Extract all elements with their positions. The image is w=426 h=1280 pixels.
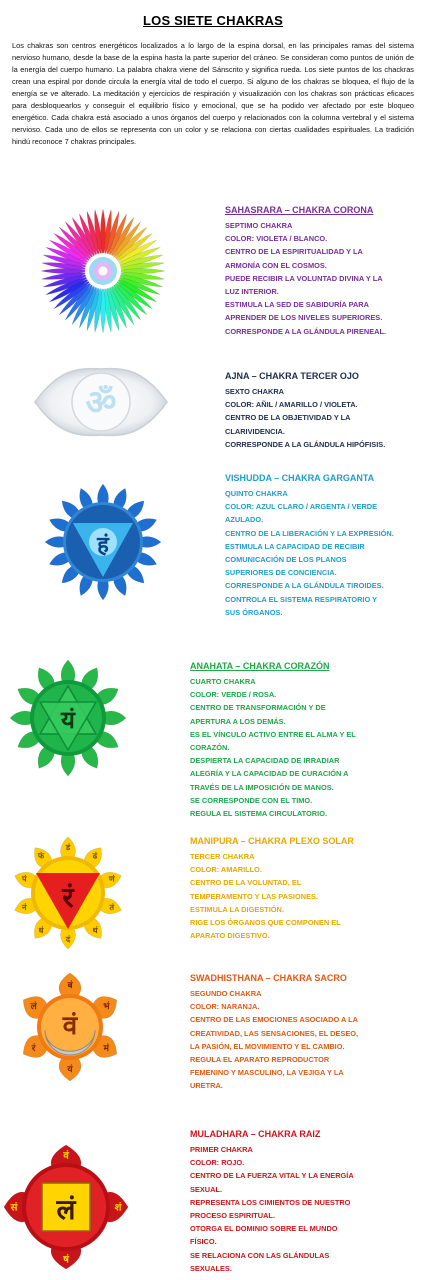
chakra-heading: VISHUDDA – CHAKRA GARGANTA [225, 473, 375, 483]
chakra-line: PUEDE RECIBIR LA VOLUNTAD DIVINA Y LA [225, 273, 383, 283]
chakra-line: ES EL VÍNCULO ACTIVO ENTRE EL ALMA Y EL [190, 729, 356, 739]
chakra-line: CENTRO DE LA ESPIRITUALIDAD Y LA [225, 247, 363, 257]
petal-letter: बं [67, 981, 73, 992]
chakra-line: DESPIERTA LA CAPACIDAD DE IRRADIAR [190, 756, 340, 766]
chakra-line: LA PASIÓN, EL MOVIMIENTO Y EL CAMBIO. [190, 1041, 345, 1051]
third-eye-chakra-icon [33, 365, 169, 440]
petal-letter: सं [10, 1202, 18, 1214]
chakra-line: REGULA EL APARATO REPRODUCTOR [190, 1055, 330, 1065]
chakra-line: CORRESPONDE A LA GLÁNDULA PIRENEAL. [225, 326, 387, 336]
chakra-line: SEXUALES. [190, 1263, 232, 1273]
chakra-line: TRAVÉS DE LA IMPOSICIÓN DE MANOS. [190, 782, 334, 792]
svg-text:हं: हं [97, 533, 109, 558]
sacral-chakra-icon [15, 972, 125, 1082]
chakra-lines [190, 850, 416, 942]
chakra-line: SEXTO CHAKRA [225, 387, 284, 396]
chakra-line: CENTRO DE LA FUERZA VITAL Y LA ENERGÍA [190, 1171, 354, 1181]
chakra-line: RIGE LOS ÓRGANOS QUE COMPONEN EL [190, 918, 341, 928]
chakra-line: PROCESO ESPIRITUAL. [190, 1211, 276, 1221]
chakra-line: COLOR: NARANJA. [190, 1002, 260, 1012]
chakra-line: COLOR: VERDE / ROSA. [190, 690, 277, 700]
petal-letter: थं [92, 926, 98, 936]
chakra-line: CENTRO DE LAS EMOCIONES ASOCIADO A LA [190, 1015, 358, 1025]
chakra-line: TEMPERAMENTO Y LAS PASIONES. [190, 891, 318, 901]
chakra-line: CORAZÓN. [190, 743, 230, 753]
chakra-line: SE CORRESPONDE CON EL TIMO. [190, 795, 313, 805]
chakra-heading: SAHASRARA – CHAKRA CORONA [225, 205, 374, 215]
chakra-line: COLOR: AZUL CLARO / ARGENTA / VERDE [225, 502, 378, 512]
crown-chakra-icon [40, 208, 166, 334]
chakra-line: CORRESPONDE A LA GLÁNDULA HIPÓFISIS. [225, 439, 386, 449]
petal-letter: वं [63, 1150, 69, 1162]
petal-letter: तं [109, 903, 115, 913]
chakra-line: CENTRO DE TRANSFORMACIÓN Y DE [190, 703, 326, 713]
chakra-lines [190, 1143, 416, 1275]
chakra-line: SUS ÓRGANOS. [225, 607, 283, 617]
petal-letter: पं [21, 874, 27, 884]
chakra-line: CREATIVIDAD, LAS SENSACIONES, EL DESEO, [190, 1028, 359, 1038]
intro-paragraph: Los chakras son centros energéticos localizados a lo largo de la espina dorsal, en las principales ramas del sistema nervioso humano, desde la base de la espina hasta la parte superior del cráneo. Se consideran como puntos de unión de la energía del cuerpo humano. La palabra chakra viene del Sánscrito y significa rueda. Los siete puntos de los chackras crean una espiral por donde circula la energía vital de todo el cuerpo. Si alguno de los chakras se bloquea, el flujo de la energía se ve alterado. La meditación y ejercicios de respiración y visualización con los chakras son prácticas eficaces para desbloquearlos y conseguir el equilibrio físico y emocional, que se ha podido ver afectado por este bloqueo energético. Cada chakra está asociado a unos órganos del cuerpo y relacionados con la columna vertebral y el sistema nervioso. Cada uno de ellos se representa con un color y se relaciona con ciertas cualidades espirituales. La tradición hindú reconoce 7 chakras principales. [12, 41, 414, 146]
chakra-lines [225, 385, 421, 451]
chakra-heading: AJNA – CHAKRA TERCER OJO [225, 371, 359, 381]
chakra-line: CLARIVIDENCIA. [225, 426, 285, 436]
chakra-lines [190, 675, 416, 820]
chakra-line: APARATO DIGESTIVO. [190, 931, 270, 941]
chakra-heading: ANAHATA – CHAKRA CORAZÓN [190, 661, 330, 671]
chakra-line: COMUNICACIÓN DE LOS PLANOS [225, 555, 347, 565]
chakra-heading: SWADHISTHANA – CHAKRA SACRO [190, 973, 347, 983]
chakra-line: SUPERIORES DE CONCIENCIA. [225, 568, 337, 578]
chakra-desc-manipura [190, 834, 416, 942]
petal-letter: रं [31, 1044, 36, 1055]
chakra-line: REGULA EL SISTEMA CIRCULATORIO. [190, 809, 328, 819]
chakra-line: COLOR: AMARILLO. [190, 865, 262, 875]
chakra-desc-anahata [190, 659, 416, 820]
heart-chakra-icon [8, 658, 128, 778]
chakra-line: ALEGRÍA Y LA CAPACIDAD DE CURACIÓN A [190, 769, 349, 779]
petal-letter: मं [103, 1044, 110, 1055]
chakra-line: FÍSICO. [190, 1237, 217, 1247]
chakra-desc-sahasrara [225, 203, 421, 338]
chakra-line: CONTROLA EL SISTEMA RESPIRATORIO Y [225, 594, 378, 604]
throat-chakra-icon [42, 481, 164, 603]
svg-text:यं: यं [61, 706, 75, 734]
chakra-line: CENTRO DE LA LIBERACIÓN Y LA EXPRESIÓN. [225, 528, 394, 538]
chakra-line: SEGUNDO CHAKRA [190, 989, 262, 998]
chakra-line: QUINTO CHAKRA [225, 489, 288, 498]
chakra-line: CORRESPONDE A LA GLÁNDULA TIROIDES. [225, 581, 384, 591]
chakra-line: ESTIMULA LA DIGESTIÓN. [190, 904, 284, 914]
chakra-line: ESTIMULA LA SED DE SABIDURÍA PARA [225, 300, 369, 310]
petal-letter: लं [30, 1002, 37, 1013]
chakra-line: FEMENINO Y MASCULINO, LA VEJIGA Y LA [190, 1068, 344, 1078]
page-title: LOS SIETE CHAKRAS [143, 13, 283, 28]
chakra-line: LUZ INTERIOR. [225, 287, 279, 297]
chakra-desc-swadhisthana [190, 971, 416, 1093]
chakra-line: APRENDER DE LOS NIVELES SUPERIORES. [225, 313, 383, 323]
petal-letter: शं [114, 1202, 122, 1214]
svg-text:वं: वं [62, 1011, 78, 1041]
petal-letter: भं [103, 1002, 110, 1013]
chakra-line: ESTIMULA LA CAPACIDAD DE RECIBIR [225, 541, 365, 551]
petal-letter: डं [65, 842, 71, 852]
chakra-line: SEPTIMO CHAKRA [225, 221, 293, 230]
chakra-line: SEXUAL. [190, 1184, 223, 1194]
root-chakra-icon [2, 1143, 130, 1271]
petal-letter: णं [108, 874, 115, 884]
chakra-desc-vishudda [225, 471, 421, 619]
chakra-heading: MULADHARA – CHAKRA RAIZ [190, 1129, 321, 1139]
chakra-line: REPRESENTA LOS CIMIENTOS DE NUESTRO [190, 1197, 351, 1207]
solar-plexus-chakra-icon [10, 835, 126, 951]
petal-letter: धं [38, 926, 44, 936]
chakra-lines [225, 487, 421, 619]
petal-letter: षं [63, 1254, 69, 1266]
svg-text:लं: लं [56, 1193, 76, 1226]
chakra-line: CUARTO CHAKRA [190, 677, 256, 686]
chakra-line: PRIMER CHAKRA [190, 1145, 253, 1154]
chakra-lines [225, 219, 421, 338]
petal-letter: ढं [92, 851, 98, 861]
chakra-line: COLOR: AÑIL / AMARILLO / VIOLETA. [225, 400, 358, 410]
chakra-line: AZULADO. [225, 515, 264, 525]
svg-text:रं: रं [62, 881, 74, 914]
petal-letter: नं [22, 903, 27, 913]
chakra-line: ARMONÍA CON EL COSMOS. [225, 260, 327, 270]
chakra-line: COLOR: ROJO. [190, 1158, 245, 1168]
petal-letter: यं [67, 1065, 73, 1076]
chakra-line: APERTURA A LOS DEMÁS. [190, 716, 286, 726]
chakra-line: COLOR: VIOLETA / BLANCO. [225, 234, 328, 244]
chakra-desc-muladhara [190, 1127, 416, 1275]
chakra-heading: MANIPURA – CHAKRA PLEXO SOLAR [190, 836, 354, 846]
chakra-lines [190, 987, 416, 1093]
chakra-line: OTORGA EL DOMINIO SOBRE EL MUNDO [190, 1224, 338, 1234]
chakra-desc-ajna [225, 369, 421, 451]
chakra-line: CENTRO DE LA VOLUNTAD, EL [190, 878, 302, 888]
petal-letter: फं [37, 851, 45, 861]
svg-text:ॐ: ॐ [85, 383, 117, 423]
chakra-line: URETRA. [190, 1081, 223, 1091]
chakra-line: SE RELACIONA CON LAS GLÁNDULAS [190, 1250, 330, 1260]
petal-letter: दं [65, 934, 71, 944]
chakra-line: CENTRO DE LA OBJETIVIDAD Y LA [225, 413, 351, 423]
chakra-line: TERCER CHAKRA [190, 852, 255, 861]
